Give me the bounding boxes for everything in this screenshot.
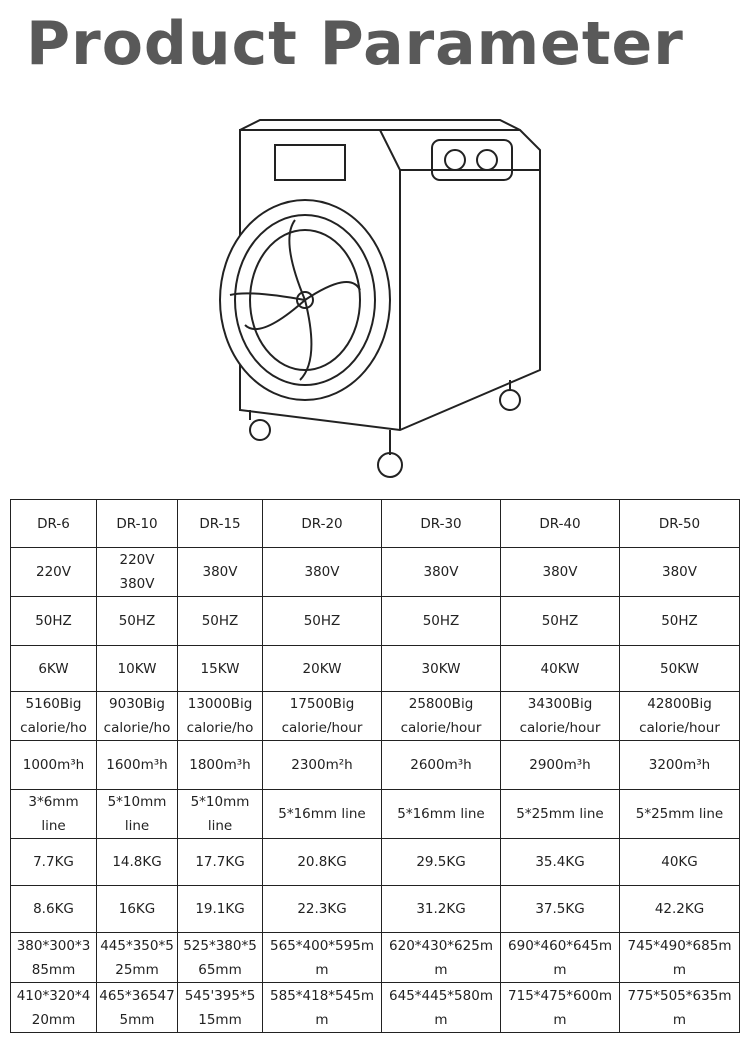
table-cell: 620*430*625m m [382, 933, 501, 983]
table-cell: 380V [263, 548, 382, 597]
table-cell: 37.5KG [501, 886, 620, 933]
table-cell: 380V [178, 548, 263, 597]
table-cell: 5*10mm line [97, 790, 178, 839]
table-cell: 40KW [501, 646, 620, 692]
table-row [11, 790, 740, 839]
table-cell: 34300Big calorie/hour [501, 692, 620, 741]
page-title: Product Parameter [26, 9, 684, 79]
table-cell: 5*16mm line [382, 790, 501, 839]
table-cell: 715*475*600m m [501, 983, 620, 1033]
table-cell: 35.4KG [501, 839, 620, 886]
table-cell: 8.6KG [11, 886, 97, 933]
table-cell: 380V [620, 548, 740, 597]
table-cell: 690*460*645m m [501, 933, 620, 983]
table-row [11, 839, 740, 886]
table-cell: 50HZ [97, 597, 178, 646]
table-cell: 410*320*4 20mm [11, 983, 97, 1033]
table-row [11, 692, 740, 741]
table-cell: 50HZ [263, 597, 382, 646]
table-cell: 50HZ [620, 597, 740, 646]
model-header-cell: DR-30 [382, 500, 501, 548]
table-cell: 1600m³h [97, 741, 178, 790]
table-cell: 19.1KG [178, 886, 263, 933]
table-row [11, 646, 740, 692]
model-header-cell: DR-50 [620, 500, 740, 548]
table-row [11, 933, 740, 983]
table-cell: 745*490*685m m [620, 933, 740, 983]
table-row [11, 886, 740, 933]
table-cell: 6KW [11, 646, 97, 692]
table-cell: 42800Big calorie/hour [620, 692, 740, 741]
table-cell: 25800Big calorie/hour [382, 692, 501, 741]
table-cell: 1800m³h [178, 741, 263, 790]
table-cell: 220V 380V [97, 548, 178, 597]
table-cell: 645*445*580m m [382, 983, 501, 1033]
table-row [11, 548, 740, 597]
table-cell: 5*25mm line [620, 790, 740, 839]
table-cell: 585*418*545m m [263, 983, 382, 1033]
table-cell: 525*380*5 65mm [178, 933, 263, 983]
table-row [11, 597, 740, 646]
table-cell: 9030Big calorie/ho [97, 692, 178, 741]
table-cell: 380*300*3 85mm [11, 933, 97, 983]
table-cell: 775*505*635m m [620, 983, 740, 1033]
table-cell: 5*10mm line [178, 790, 263, 839]
table-cell: 380V [501, 548, 620, 597]
table-cell: 3200m³h [620, 741, 740, 790]
table-cell: 5*25mm line [501, 790, 620, 839]
table-cell: 13000Big calorie/ho [178, 692, 263, 741]
table-cell: 565*400*595m m [263, 933, 382, 983]
table-cell: 7.7KG [11, 839, 97, 886]
table-row [11, 983, 740, 1033]
table-cell: 30KW [382, 646, 501, 692]
table-cell: 2900m³h [501, 741, 620, 790]
table-cell: 22.3KG [263, 886, 382, 933]
table-cell: 50HZ [11, 597, 97, 646]
table-cell: 445*350*5 25mm [97, 933, 178, 983]
table-cell: 16KG [97, 886, 178, 933]
table-cell: 5160Big calorie/ho [11, 692, 97, 741]
table-cell: 15KW [178, 646, 263, 692]
model-header-cell: DR-20 [263, 500, 382, 548]
table-cell: 50KW [620, 646, 740, 692]
table-cell: 2300m²h [263, 741, 382, 790]
table-cell: 40KG [620, 839, 740, 886]
table-cell: 3*6mm line [11, 790, 97, 839]
table-cell: 465*36547 5mm [97, 983, 178, 1033]
table-cell: 545'395*5 15mm [178, 983, 263, 1033]
table-cell: 31.2KG [382, 886, 501, 933]
model-header-cell: DR-40 [501, 500, 620, 548]
table-header-row [11, 500, 740, 548]
heater-product-image [200, 110, 550, 490]
table-cell: 2600m³h [382, 741, 501, 790]
table-cell: 220V [11, 548, 97, 597]
table-cell: 20KW [263, 646, 382, 692]
table-cell: 50HZ [382, 597, 501, 646]
table-cell: 1000m³h [11, 741, 97, 790]
parameter-table [10, 499, 740, 1033]
table-cell: 50HZ [501, 597, 620, 646]
table-cell: 14.8KG [97, 839, 178, 886]
table-cell: 5*16mm line [263, 790, 382, 839]
table-row [11, 741, 740, 790]
table-cell: 17500Big calorie/hour [263, 692, 382, 741]
table-cell: 29.5KG [382, 839, 501, 886]
table-cell: 380V [382, 548, 501, 597]
table-cell: 50HZ [178, 597, 263, 646]
model-header-cell: DR-15 [178, 500, 263, 548]
table-cell: 17.7KG [178, 839, 263, 886]
table-cell: 42.2KG [620, 886, 740, 933]
table-cell: 10KW [97, 646, 178, 692]
model-header-cell: DR-6 [11, 500, 97, 548]
table-cell: 20.8KG [263, 839, 382, 886]
model-header-cell: DR-10 [97, 500, 178, 548]
